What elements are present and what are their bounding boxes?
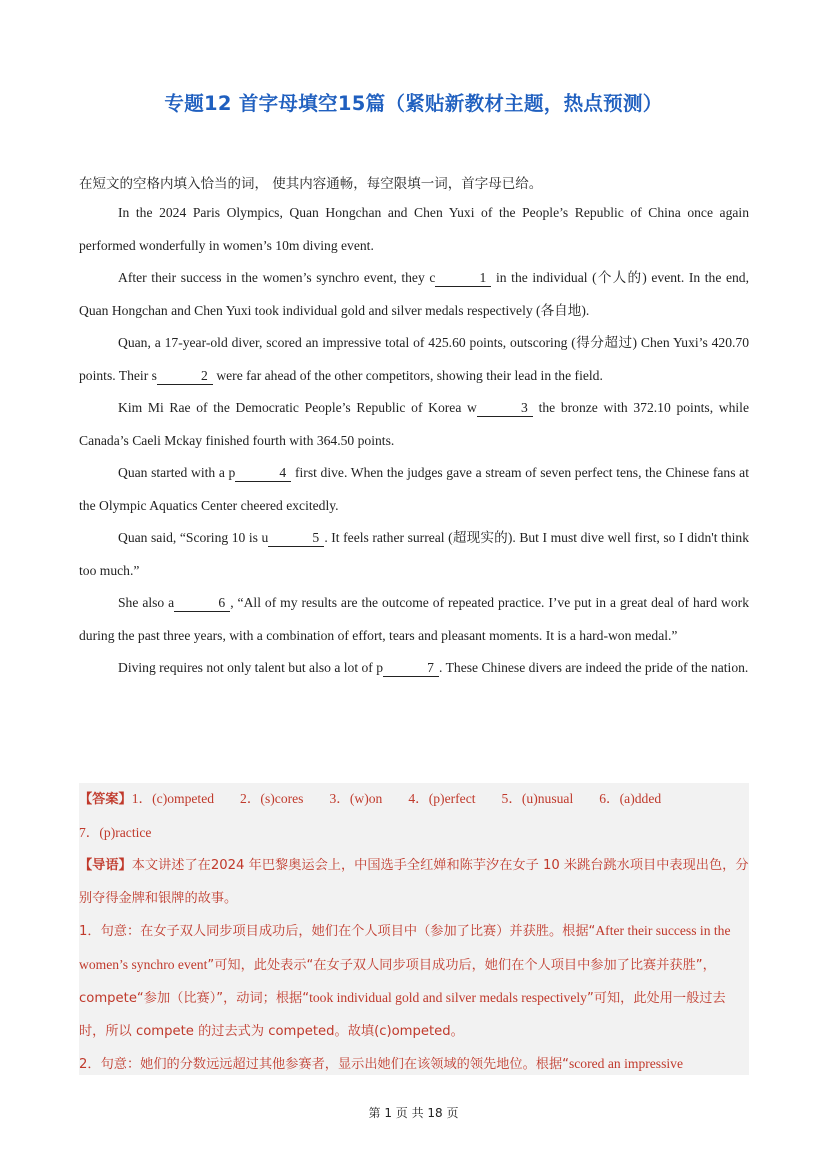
paragraph-8-text-a: Diving requires not only talent but also a lot of p [118, 660, 384, 675]
paragraph-1 [79, 197, 749, 262]
paragraph-8-text-b: . These Chinese divers are indeed the pride of the nation. [439, 660, 749, 675]
paragraph-5 [79, 457, 749, 522]
blank-1[interactable]: 1 [435, 270, 491, 287]
passage [79, 197, 749, 685]
blank-2[interactable]: 2 [157, 368, 213, 385]
page-footer: 第 1 页 共 18 页 [368, 1106, 459, 1120]
explanation-2 [79, 1048, 749, 1075]
answer-item: 7．(p)ractice [79, 824, 152, 840]
answer-line [79, 783, 749, 850]
paragraph-3-text-b: were far ahead of the other competitors, showing their lead in the field. [212, 367, 603, 383]
explanation-1 [79, 915, 749, 1048]
paragraph-7 [79, 587, 749, 652]
paragraph-5-text-a: Quan started with a p [118, 465, 236, 480]
explanation-2-part1: 2．句意：她们的分数远远超过其他参赛者，显示出她们在该领域的领先地位。根据“ [79, 1057, 569, 1072]
instruction-text: 在短文的空格内填入恰当的词， 使其内容通畅，每空限填一词，首字母已给。 [79, 176, 543, 192]
paragraph-6-text-b: . It feels rather surreal (超现实的). But I must dive well first, so I didn't think too much.” [79, 530, 749, 578]
paragraph-1-text: In the 2024 Paris Olympics, Quan Hongchan and Chen Yuxi of the People’s Republic of China once again performed wonderfully in women’s 10m diving event. [79, 205, 749, 253]
guide-paragraph [79, 850, 749, 915]
blank-6[interactable]: 6 [174, 595, 230, 612]
blank-3[interactable]: 3 [477, 400, 533, 417]
answer-item: 6．(a)dded [599, 791, 662, 806]
answer-item: 2．(s)cores [240, 791, 304, 806]
explanation-1-part3: ”可知，此处用一般过去时，所以 compete 的过去式为 competed。故填(c)ompeted。 [79, 991, 726, 1039]
paragraph-4-text-b: the bronze with 372.10 points, while Canada’s Caeli Mckay finished fourth with 364.50 points. [79, 400, 749, 448]
blank-7[interactable]: 7 [383, 660, 439, 677]
explanation-1-quote2: took individual gold and silver medals respectively [309, 990, 587, 1005]
paragraph-5-text-b: first dive. When the judges gave a stream of seven perfect tens, the Chinese fans at the Olympic Aquatics Center cheered excitedly. [79, 465, 749, 513]
paragraph-2 [79, 262, 749, 327]
answer-section [79, 783, 749, 1075]
paragraph-3-text-a: Quan, a 17-year-old diver, scored an impressive total of 425.60 points, outscoring (得分超过) Chen Yuxi’s 420.70 points. Their s [79, 335, 749, 383]
guide-label: 【导语】 [79, 858, 132, 873]
paragraph-4-text-a: Kim Mi Rae of the Democratic People’s Republic of Korea w [118, 400, 477, 415]
explanation-1-part1: 1．句意：在女子双人同步项目成功后，她们在个人项目中（参加了比赛）并获胜。根据“ [79, 924, 596, 939]
paragraph-2-text-a: After their success in the women’s synchro event, they c [118, 270, 436, 285]
paragraph-7-text-b: , “All of my results are the outcome of repeated practice. I’ve put in a great deal of hard work during the past three years, with a combination of effort, tears and pleasant moments. It is a hard-won medal.” [79, 595, 749, 643]
guide-text: 本文讲述了在2024 年巴黎奥运会上，中国选手全红婵和陈芋汐在女子 10 米跳台跳水项目中表现出色，分别夺得金牌和银牌的故事。 [79, 858, 749, 906]
paragraph-3 [79, 327, 749, 392]
answer-item: 4．(p)erfect [408, 791, 476, 806]
answer-item: 1．(c)ompeted [131, 791, 215, 806]
page-title: 专题12 首字母填空15篇（紧贴新教材主题，热点预测） [164, 92, 663, 115]
paragraph-6 [79, 522, 749, 587]
blank-5[interactable]: 5 [268, 530, 324, 547]
explanation-2-quote1: scored an impressive [568, 1056, 683, 1071]
paragraph-2-text-b: in the individual (个人的) event. In the end, Quan Hongchan and Chen Yuxi took individual gold and silver medals respectively (各自地). [79, 270, 749, 318]
paragraph-6-text-a: Quan said, “Scoring 10 is u [118, 530, 269, 545]
blank-4[interactable]: 4 [235, 465, 291, 482]
explanation-1-part2: ”可知，此处表示“在女子双人同步项目成功后，她们在个人项目中参加了比赛并获胜”，compete“参加（比赛）”，动词；根据“ [79, 957, 716, 1006]
answer-item: 3．(w)on [329, 791, 383, 806]
paragraph-8 [79, 652, 749, 685]
answer-label: 【答案】 [79, 792, 132, 807]
paragraph-7-text-a: She also a [118, 595, 175, 610]
paragraph-4 [79, 392, 749, 457]
explanation-1-quote1: After their success in the women’s synchro event [79, 923, 731, 972]
answer-item: 5．(u)nusual [501, 791, 574, 806]
